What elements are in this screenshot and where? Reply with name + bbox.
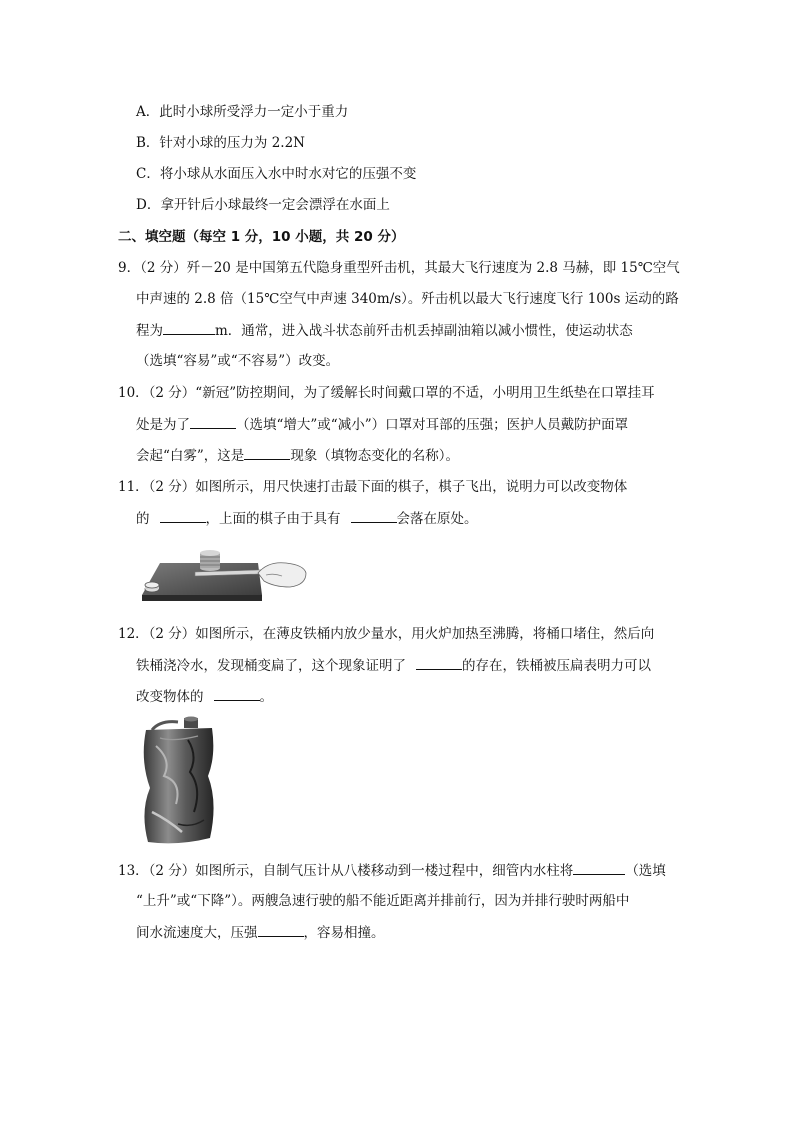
- q9-line1: 9．（2 分）歼－20 是中国第五代隐身重型歼击机，其最大飞行速度为 2.8 马赫，即 15℃空气: [118, 260, 680, 276]
- q10-line3: [136, 445, 459, 465]
- q11-line2-text-a: 的: [136, 511, 150, 527]
- q12-line3-text-b: 。: [259, 689, 273, 705]
- q12-line3: [136, 686, 273, 706]
- q11-line1: 11．（2 分）如图所示，用尺快速打击最下面的棋子，棋子飞出，说明力可以改变物体: [118, 479, 628, 495]
- q11-blank-1: [160, 508, 206, 523]
- q12-blank-1: [416, 655, 462, 670]
- q12-line2: [136, 655, 651, 675]
- q10-line2-text-b: （选填“增大”或“减小”）口罩对耳部的压强；医护人员戴防护面罩: [236, 417, 629, 433]
- chess-pieces-illustration: [140, 543, 310, 605]
- q11-line2-text-b: ，上面的棋子由于具有: [205, 511, 341, 527]
- q9-line4: （选填“容易”或“不容易”）改变。: [136, 353, 340, 369]
- q11-line2: [136, 508, 478, 528]
- q10-line2-text-a: 处是为了: [136, 417, 190, 433]
- q9-line3-text-a: 程为: [136, 323, 163, 339]
- crushed-bucket-figure: [138, 716, 220, 848]
- q10-line3-text-b: 现象（填物态变化的名称）。: [290, 448, 460, 464]
- section-heading: 二、填空题（每空 1 分，10 小题，共 20 分）: [118, 229, 405, 245]
- q9-line2: 中声速的 2.8 倍（15℃空气中声速 340m/s）。歼击机以最大飞行速度飞行 100s 运动的路: [136, 291, 679, 307]
- q10-line2: [136, 414, 628, 434]
- q9-line3: [136, 320, 633, 340]
- q10-blank-1: [190, 414, 236, 429]
- q13-line1: [118, 860, 666, 880]
- q12-line1: 12．（2 分）如图所示，在薄皮铁桶内放少量水，用火炉加热至沸腾，将桶口堵住，然后向: [118, 626, 655, 642]
- q13-line1-text-a: 13．（2 分）如图所示，自制气压计从八楼移动到一楼过程中，细管内水柱将: [118, 863, 574, 879]
- q10-line3-text-a: 会起“白雾”，这是: [136, 448, 245, 464]
- q11-blank-2: [351, 508, 397, 523]
- q9-line3-text-b: m．通常，进入战斗状态前歼击机丢掉副油箱以减小惯性，使运动状态: [215, 323, 633, 339]
- option-a: A．此时小球所受浮力一定小于重力: [136, 104, 349, 120]
- q12-line2-text-a: 铁桶浇冷水，发现桶变扁了，这个现象证明了: [136, 658, 406, 674]
- q9-blank-1: [163, 320, 215, 335]
- q12-line3-text-a: 改变物体的: [136, 689, 204, 705]
- q12-line2-text-b: 的存在，铁桶被压扁表明力可以: [462, 658, 651, 674]
- chess-pieces-figure: [140, 543, 310, 605]
- crushed-bucket-illustration: [138, 716, 220, 848]
- q13-line3-text-b: ，容易相撞。: [303, 925, 385, 941]
- q10-line1: 10．（2 分）“新冠”防控期间，为了缓解长时间戴口罩的不适，小明用卫生纸垫在口罩挂耳: [118, 385, 655, 401]
- q13-line3: [136, 922, 385, 942]
- option-d: D．拿开针后小球最终一定会漂浮在水面上: [136, 197, 390, 213]
- q13-blank-1: [573, 860, 625, 875]
- q13-line3-text-a: 间水流速度大，压强: [136, 925, 258, 941]
- q11-line2-text-c: 会落在原处。: [396, 511, 478, 527]
- q12-blank-2: [214, 686, 260, 701]
- q13-line1-text-b: （选填: [625, 863, 666, 879]
- q10-blank-2: [244, 445, 290, 460]
- q13-line2: “上升”或“下降”）。两艘急速行驶的船不能近距离并排前行，因为并排行驶时两船中: [136, 893, 630, 909]
- option-c: C．将小球从水面压入水中时水对它的压强不变: [136, 166, 417, 182]
- option-b: B．针对小球的压力为 2.2N: [136, 135, 305, 151]
- q13-blank-2: [258, 922, 304, 937]
